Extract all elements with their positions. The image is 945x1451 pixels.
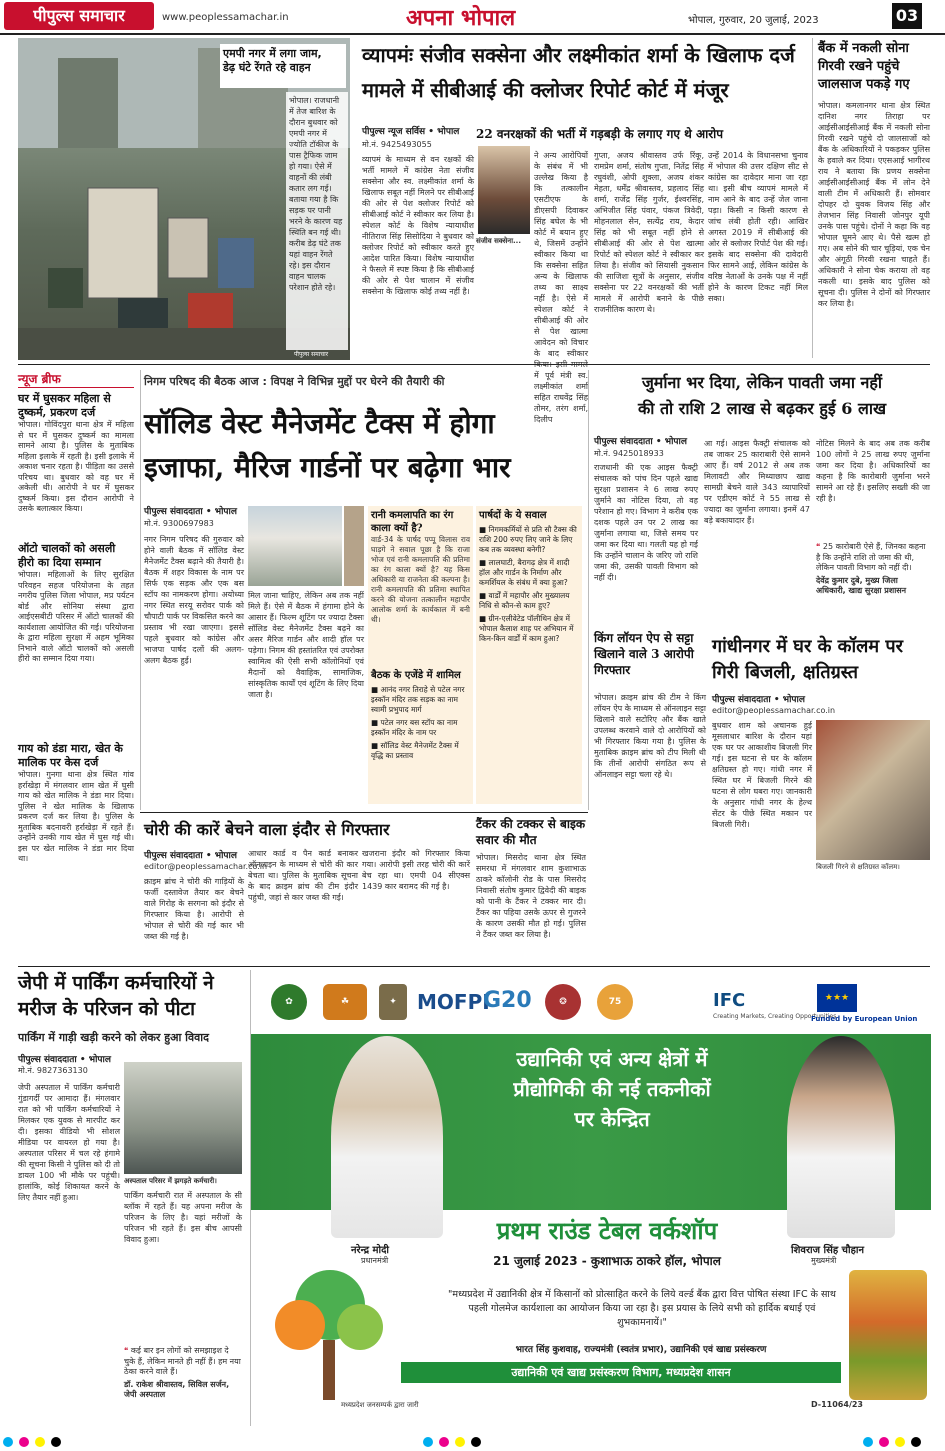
produce-illustration-icon	[849, 1270, 927, 1400]
kamlapati-question: रानी कमलापति का रंग काला क्यों है?	[371, 510, 454, 534]
fine-headline	[594, 370, 930, 422]
cyan-dot-icon	[423, 1437, 433, 1447]
jp-byline: पीपुल्स संवाददाता • भोपाल	[18, 1055, 111, 1065]
solid-photo-2	[344, 506, 364, 586]
pm-name: नरेन्द्र मोदी	[351, 1245, 389, 1256]
quote-icon: ❝	[816, 542, 821, 551]
question-item: ■ लालघाटी, बैरागढ़ क्षेत्र में शादी हॉल और गार्डन के निर्माण और कमर्शियल के संबंध में क्या हुआ?	[479, 558, 570, 587]
question-item: ■ निगमकर्मियों से प्रति सौ टैक्स की राशि 200 रुपए लिए जाने के लिए कब तक व्यवस्था बनेगी?	[479, 525, 577, 554]
gandhi-headline: गांधीनगर में घर के कॉलम पर गिरी बिजली, क्षतिग्रस्त	[712, 636, 903, 683]
row-rule-2	[140, 812, 588, 813]
gandhi-byline-name: पीपुल्स संवाददाता	[712, 695, 771, 705]
magenta-dot-icon	[879, 1437, 889, 1447]
black-dot-icon	[911, 1437, 921, 1447]
jp-quote	[124, 1346, 242, 1426]
dateline: भोपाल, गुरुवार, 20 जुलाई, 2023	[688, 15, 819, 26]
black-dot-icon	[471, 1437, 481, 1447]
jp-mobile: मो.नं. 9827363130	[18, 1066, 88, 1075]
pm-role: प्रधानमंत्री	[361, 1256, 389, 1265]
fruit-cluster-icon	[275, 1300, 325, 1350]
ad-headline-line1: उद्यानिकी एवं अन्य क्षेत्रों में	[516, 1047, 708, 1071]
eu-flag-icon: ★★★	[817, 984, 857, 1012]
gold-text: भोपाल। कमलानगर थाना क्षेत्र स्थित दानिश नगर तिराहा पर आईसीआईसीआई बैंक में नकली सोना गिरवी रखने पहुंचे दो जालसाजों को बैंक के अधिकारियों ने पकड़कर पुलिस के हवाले कर दिया। एएसआई भागीरथ राय ने बताया कि प्रणय सक्सेना आईसीआईसीआई बैंक में लोन देने वाली टीम में अधिकारी हैं। सोमवार दोपहर दो युवक विजय सिंह और तेजभान सिंह निवासी जोनपुर यूपी उनके पास पहुंचे। दोनों ने कहा कि वह भोपाल घूमने आए थे। पैसे खत्म हो गए। अब सोने की चार चूड़ियां, एक चेन और अंगूठी गिरवी रखना चाहते हैं। अधिकारी ने सोना चेक कराया तो वह नकली था। इसके बाद पुलिस को सूचना दी। पुलिस ने दोनों को गिरफ्तार कर लिया है।	[818, 101, 930, 308]
king-text: भोपाल। क्राइम ब्रांच की टीम ने किंग लॉयन ऐप के माध्यम से ऑनलाइन सट्टा खिलाने वाले सटोरिए और बैंक खाते उपलब्ध करवाने वाले दो आरोपियों को भी गिरफ्तार किया गया है। पुलिस के मुताबिक क्राइम ब्रांच को टीप मिली थी कि तीनों आरोपी संगठित रूप से ऑनलाइन सट्टा चला रहे थे।	[594, 693, 706, 779]
gandhi-photo	[816, 720, 930, 860]
jp-photo	[124, 1062, 242, 1174]
car-col1: क्राइम ब्रांच ने चोरी की गाड़ियों के फर्जी दस्तावेज तैयार कर बेचने वाले गिरोह के सरगना को इंदौर से गिरफ्तार किया है। आरोपी से भोपाल से चोरी की गई कार भी जब्त की गई है।	[144, 877, 244, 941]
vyapam-mobile: मो.नं. 9425493055	[362, 140, 432, 149]
gandhi-caption: बिजली गिरने से क्षतिग्रस्त कॉलम।	[816, 863, 900, 871]
solid-byline-place: भोपाल	[214, 507, 237, 517]
vyapam-col3: गुप्ता, अजय श्रीवास्तव उर्फ रिंकू, रामप्रेम शर्मा, संतोष गुप्ता, नितेंद्र सिंह रघुवंशी, ओपी शुक्ला, अजय शंकर मेहता, धर्मेंद्र श्रीवास्तव, प्रहलाद सिंह शर्मा, राजेंद्र सिंह गुर्जर, ईश्वरसिंह, अभिजीत सिंह पंवार, पंकज त्रिवेदी, मोहनलाल सेन, सत्येंद्र राय, केदार सिंह को भी सबूत नहीं होने से सीबीआई की ओर से पेश खात्मा रिपोर्ट को स्पेशल कोर्ट ने स्वीकार कर लिया है। संजीव को सियासी नुकसान की साजिशः सूत्रों के अनुसार, संजीव सक्सेना पर 22 वनरक्षकों की भर्ती मामले में आरोपी बनाने के पीछे राजनीतिक कारण थे।	[594, 151, 704, 314]
eu-funding-label: Funded by European Union	[811, 1015, 918, 1023]
solid-headline-line2: इजाफा, मैरिज गार्डनों पर बढ़ेगा भार	[144, 451, 511, 484]
ad-headline	[447, 1044, 777, 1134]
pmfme-logo-icon: ☘	[323, 984, 367, 1020]
registration-marks-center	[420, 1432, 484, 1451]
traffic-jam-photo	[18, 38, 350, 360]
solid-byline-name: पीपुल्स संवाददाता	[144, 507, 203, 517]
brief-text-1: भोपाल। गोविंदपुरा थाना क्षेत्र में महिला से घर में घुसकर दुष्कर्म का मामला सामने आया है। पुलिस के मुताबिक महिला इलाके में रहती है। इसी इलाके में अकाश चनार रहता है। पीड़िता का उससे परिचय था। बुधवार को वह घर में अकेली थी। आरोपी ने घर में घुसकर दुष्कर्म किया। इस दौरान आरोपी ने उसके बलात्कार किया।	[18, 420, 134, 513]
car-headline: चोरी की कारें बेचने वाला इंदौर से गिरफ्तार	[144, 820, 390, 839]
solid-kicker: निगम परिषद की बैठक आज : विपक्ष ने विभिन्न मुद्दों पर घेरने की तैयारी की	[144, 375, 445, 388]
car-byline-name: पीपुल्स संवाददाता	[144, 851, 203, 861]
solid-sidebar-box	[368, 506, 473, 804]
brief-text-3: भोपाल। गुनगा थाना क्षेत्र स्थित गांव हर्राखेड़ा में मंगलवार शाम खेत में घुसी गाय को खेत मालिक ने डंडा मार दिया। पुलिस ने खेत मालिक के खिलाफ प्रकरण दर्ज कर लिया है। पुलिस के मुताबिक बदनावरी हर्राखेड़ा में रहते हैं। उन्होंने उनकी गाय खेत में घुस गई थी। इस पर खेत मालिक ने डंडा मार दिया था।	[18, 770, 134, 863]
tanker-headline: टैंकर की टक्कर से बाइक सवार की मौत	[476, 817, 586, 847]
ad-footer: मध्यप्रदेश जनसम्पर्क द्वारा जारी	[341, 1401, 419, 1409]
fine-byline-name: पीपुल्स संवाददाता	[594, 437, 653, 447]
jam-kicker: एमपी नगर में लगा जाम,	[223, 47, 322, 60]
car-byline-place: भोपाल	[214, 851, 237, 861]
mofpi-logo: MOFPI	[417, 990, 490, 1014]
row-rule-3	[18, 966, 930, 967]
car-email[interactable]: editor@peoplessamachar.co.in	[144, 862, 268, 871]
solid-col1: नगर निगम परिषद की गुरुवार को होने वाली बैठक में सॉलिड वेस्ट मैनेजमेंट टैक्स बढ़ाने की तैयारी है। बैठक में शहर विकास के नाम पर सिर्फ एक सड़क और एक बस स्टॉप का नामकरण होगा। अयोध्या नगर स्थित सरयू सरोवर पार्क को चौपाटी पार्क पर विकसित करने का प्रस्ताव भी रखा जाएगा। इससे पहले बुधवार को कांग्रेस और भाजपा पार्षद दलों की अलग-अलग बैठक हुई।	[144, 535, 244, 665]
paper-url[interactable]: www.peoplessamachar.in	[162, 12, 289, 23]
vyapam-headline: व्यापमंः संजीव सक्सेना और लक्ष्मीकांत शर्मा के खिलाफ दर्ज मामले में सीबीआई की क्लोजर रिपोर्ट कोर्ट में मंजूर	[362, 43, 795, 102]
jam-title: डेढ़ घंटे रेंगते रहे वाहन	[223, 61, 311, 74]
agenda-item: ■ पटेल नगर बस स्टॉप का नाम इस्कॉन मंदिर के नाम पर	[371, 718, 458, 737]
yellow-dot-icon	[35, 1437, 45, 1447]
vyapam-subhead: 22 वनरक्षकों की भर्ती में गड़बड़ी के लगाए गए थे आरोप	[476, 127, 724, 141]
yellow-dot-icon	[895, 1437, 905, 1447]
king-headline: किंग लॉयन ऐप से सट्टा खिलाने वाले 3 आरोपी गिरफ्तार	[594, 631, 694, 677]
yellow-dot-icon	[455, 1437, 465, 1447]
cm-role: मुख्यमंत्री	[811, 1256, 837, 1265]
fine-byline-place: भोपाल	[664, 437, 687, 447]
question-item: ■ ग्रीन-एलीवेटेड पॉलीथिन क्षेत्र में भोपाल कैलाश शाह पर अभियान में किन-किन वार्डों में काम हुआ?	[479, 614, 574, 643]
paper-logo: पीपुल्स समाचार	[4, 2, 154, 30]
leaf-cluster-icon	[337, 1304, 383, 1350]
questions-title: पार्षदों के ये सवाल	[479, 510, 547, 521]
cyan-dot-icon	[3, 1437, 13, 1447]
tanker-text: भोपाल। मिसरोद थाना क्षेत्र स्थित समरधा में मंगलवार शाम कुशाभाऊ ठाकरे कॉलोनी रोड के पास मिसरोद निवासी संतोष कुमार द्विवेदी की बाइक को पानी के टैंकर ने टक्कर मार दी। टैंकर का पहिया उसके ऊपर से गुजरने के कारण उसकी मौत हो गई। पुलिस ने टैंकर जब्त कर लिया है।	[476, 853, 586, 939]
national-emblem-icon: ✦	[379, 984, 407, 1020]
cm-photo	[787, 1036, 895, 1238]
jp-caption: अस्पताल परिसर में झगड़ते कर्मचारी।	[124, 1177, 217, 1185]
jp-byline-place: भोपाल	[88, 1055, 111, 1065]
jp-byline-name: पीपुल्स संवाददाता	[18, 1055, 77, 1065]
black-dot-icon	[51, 1437, 61, 1447]
jam-headline	[220, 44, 346, 88]
jp-subhead: पार्किंग में गाड़ी खड़ी करने को लेकर हुआ विवाद	[18, 1031, 209, 1044]
gold-headline: बैंक में नकली सोना गिरवी रखने पहुंचे जालसाज पकड़े गए	[818, 41, 910, 92]
column-rule	[812, 38, 813, 358]
question-item: ■ वार्डों में महापौर और मुख्यालय निधि से कौन-से काम हुए?	[479, 591, 570, 610]
solid-photo-1	[248, 506, 342, 586]
jp-quote-by: डॉ. राकेश श्रीवास्तव, सिविल सर्जन, जेपी अस्पताल	[124, 1379, 230, 1399]
workshop-title: प्रथम राउंड टेबल वर्कशॉप	[496, 1216, 718, 1245]
questions-list	[479, 525, 579, 644]
vyapam-col2: ने अन्य आरोपियों के संबंध में भी उल्लेख किया है कि तत्कालीन एसटीएफ के डीएसपी दिवाकर सिंह बघेल के भी कोर्ट में बयान हुए थे, जिसमें उन्होंने स्वीकार किया था कि सक्सेना सहित अन्य के खिलाफ तथ्य का साक्ष्य नहीं है। ऐसे में स्पेशल कोर्ट ने सीबीआई की ओर से पेश खात्मा आवेदन को विचार के बाद स्वीकार में पूर्व मंत्री स्व. लक्ष्मीकांत शर्मा सहित राघवेंद्र सिंह तोमर, तरंग शर्मा, दिलीप	[534, 151, 588, 424]
g20-logo: G20	[483, 988, 532, 1013]
vyapam-byline-name: पीपुल्स न्यूज सर्विस	[362, 127, 426, 137]
mp-emblem-icon: ✿	[271, 984, 307, 1020]
brief-headline-1: घर में घुसकर महिला से दुष्कर्म, प्रकरण दर्ज	[18, 392, 111, 419]
gandhi-email[interactable]: editor@peoplessamachar.co.in	[712, 706, 836, 715]
news-brief-column	[18, 370, 134, 964]
solid-byline: पीपुल्स संवाददाता • भोपाल	[144, 507, 237, 517]
fine-headline-line1: जुर्माना भर दिया, लेकिन पावती जमा नहीं	[641, 373, 883, 392]
agenda-item: ■ आनंद नगर तिराहे से पटेल नगर इस्कॉन मंदिर तक सड़क का नाम स्वामी प्रभुपाद मार्ग	[371, 685, 465, 714]
quote-icon: ❝	[124, 1346, 129, 1355]
fine-headline-line2: की तो राशि 2 लाख से बढ़कर हुई 6 लाख	[637, 399, 887, 418]
cm-name: शिवराज सिंह चौहान	[791, 1245, 865, 1256]
masthead-rule	[0, 33, 945, 35]
solid-headline	[144, 402, 584, 490]
vyapam-byline-place: भोपाल	[437, 127, 460, 137]
minister-line: भारत सिंह कुशवाह, राज्यमंत्री (स्वतंत्र प्रभार), उद्यानिकी एवं खाद्य प्रसंस्करण	[515, 1345, 767, 1355]
fine-quote	[816, 542, 930, 626]
cyan-dot-icon	[863, 1437, 873, 1447]
fine-col1: राजधानी की एक आइस फैक्ट्री संचालक को पांच दिन पहले खाद्य सुरक्षा प्रशासन ने 6 लाख रुपए जुर्माने का नोटिस दिया, तो वह परेशान हो गए। विभाग ने करीब एक दशक पहले उन पर 2 लाख का जुर्माना लगाया था, जिसे समय पर जमा कर दिया था। गलती यह हो गई कि उन्होंने चालान के जरिए जो राशि जमा की, उसकी पावती विभाग को नहीं दी।	[594, 463, 698, 582]
jp-col2: पार्किंग कर्मचारी रात में अस्पताल के सी ब्लॉक में रहते हैं। यह अपना मरीज के परिजन के लिए है। यहां मरीजों के परिजन भी रहते हैं। इस बीच आपसी विवाद हुआ।	[124, 1191, 242, 1244]
fine-quote-text: 25 कारोबारी ऐसे हैं, जिनका कहना है कि उन्होंने राशि तो जमा की थी, लेकिन पावती विभाग को नहीं दी।	[816, 542, 926, 572]
brief-headline-3: गाय को डंडा मारा, खेत के मालिक पर केस दर्ज	[18, 742, 123, 769]
mp-govt-seal-icon: ❂	[545, 984, 581, 1020]
solid-col2: मिल जाना चाहिए, लेकिन अब तक नहीं मिले हैं। ऐसे में बैठक में हंगामा होने के आसार हैं। फिल्म शूटिंग पर ज्यादा टैक्सः सॉलिड वेस्ट मैनेजमेंट टैक्स बढ़ने का असर मैरिज गार्डन और शादी हॉल पर पड़ेगा। निगम की हस्तांतरित एवं उपरोक्त स्वामित्व की ऐसी सभी कॉलोनियों एवं मैदानों को वैवाहिक, सामाजिक, सांस्कृतिक कार्यों एवं शूटिंग के लिए दिया जाता है।	[248, 591, 364, 699]
page-number: 03	[892, 3, 922, 29]
brief-headline-2: ऑटो चालकों को असली हीरो का दिया सम्मान	[18, 542, 116, 569]
fine-quote-by: देवेंद्र कुमार दुबे, मुख्य जिला अधिकारी, खाद्य सुरक्षा प्रशासन	[816, 575, 907, 595]
gandhi-text: बुधवार शाम को अचानक हुई मूसलाधार बारिश के दौरान यहां एक घर पर आकाशीय बिजली गिर गई। इस घटना से घर के कॉलम क्षतिग्रस्त हो गए। गांधी नगर में स्थित घर में बिजली गिरने की घटना से लोग घबरा गए। जानकारी के अनुसार गांधी नगर के हेल्थ सेंटर के पीछे स्थित मकान पर बिजली गिरी।	[712, 721, 812, 829]
gandhi-byline: पीपुल्स संवाददाता • भोपाल	[712, 695, 805, 705]
sanjeev-caption: संजीव सक्सेना...	[476, 237, 521, 245]
solid-mobile: मो.नं. 9300697983	[144, 519, 214, 528]
masthead	[0, 0, 945, 34]
brief-text-2: भोपाल। महिलाओं के लिए सुरक्षित परिवहन सहज परियोजना के तहत नगरीय पुलिस जिला भोपाल, मप्र पर्यटन बोर्ड और सोनिया संस्था द्वारा आईएसबीटी परिसर में ऑटो चालकों की कार्यशाला आयोजित की गई। परियोजना के द्वारा महिला सुरक्षा में अहम भूमिका निभाने वाले ऑटो चालकों को असली हीरो का सम्मान दिया गया।	[18, 570, 134, 663]
jam-text: भोपाल। राजधानी में तेज बारिश के दौरान बुधवार को एमपी नगर में ज्योति टॉकीज के पास ट्रैफिक जाम हो गया। ऐसे में वाहनों की लंबी कतार लग गई। बताया गया है कि सड़क पर पानी भरने के कारण यह स्थिति बन गई थी। करीब डेढ़ घंटे तक यहां वाहन रेंगते रहे। इस दौरान वाहन चालक परेशान होते रहे।	[286, 92, 348, 350]
kamlapati-text: वार्ड-34 के पार्षद पप्पू विलास राव घाड़गे ने सवाल पूछा है कि राजा भोज एवं रानी कमलापति की प्रतिमा का रंग काला क्यों है? यह किस अधिकारी या राजनेता की कल्पना है। रानी कमलापति की प्रतिमा स्थापित करने की योजना तत्कालीन महापौर आलोक शर्मा के कार्यकाल में बनी थी।	[371, 535, 470, 624]
agenda-title: बैठक के एजेंडे में शामिल	[371, 670, 461, 681]
azadi-logo-icon: 75	[597, 984, 633, 1020]
agenda-item: ■ सॉलिड वेस्ट मैनेजमेंट टैक्स में वृद्धि का प्रस्ताव	[371, 741, 459, 760]
car-col2: आधार कार्ड व पैन कार्ड बनाकर ऑनलाइन के माध्यम से चोरी की कार बेचता था। पुलिस के मुताबिक सूचना के बाद क्राइम ब्रांच की टीम इंदौर पहुंची, जहां से कार जब्त की गई।	[248, 849, 358, 902]
fine-col2: आ गई। आइस फैक्ट्री संचालक को तब जाकर 25 काराबारी ऐसे सामने आए हैं। वर्ष 2012 से अब तक मिलावटी और मिथ्याछाप खाद्य सामग्री बेचने वाले 343 व्यापारियों पर एडीएम कोर्ट ने 55 लाख से ज्यादा का जुर्माना लगाया। इनमें 47 बड़े बकायादार हैं।	[704, 439, 810, 525]
row-rule-1	[18, 364, 930, 365]
gandhi-byline-place: भोपाल	[782, 695, 805, 705]
pm-photo	[331, 1036, 443, 1238]
magenta-dot-icon	[439, 1437, 449, 1447]
news-brief-label: न्यूज ब्रीफ	[18, 370, 134, 388]
ad-message: "मध्यप्रदेश में उद्यानिकी क्षेत्र में किसानों को प्रोत्साहित करने के लिये वर्ल्ड बैंक द्वारा वित्त पोषित संस्था IFC के साथ पहली गोलमेज कार्यशाला का आयोजन किया जा रहा है। इस प्रयास के लिये सभी को हार्दिक बधाई एवं शुभकामनायें।"	[448, 1289, 836, 1328]
fine-mobile: मो.नं. 9425018933	[594, 449, 664, 458]
solid-headline-line1: सॉलिड वेस्ट मैनेजमेंट टैक्स में होगा	[144, 407, 495, 440]
ifc-logo: IFC	[713, 990, 746, 1011]
column-rule	[588, 370, 589, 810]
jp-col1: जेपी अस्पताल में पार्किंग कर्मचारी गुंडागर्दी पर आमादा हैं। मंगलवार रात को भी पार्किंग कर्मचारियों ने मिलकर एक युवक से मारपीट कर दी। इसका वीडियो भी सोशल मीडिया पर वायरल हो गया है। अस्पताल परिसर में चल रहे हंगामे की सूचना किसी ने पुलिस को दी तो डायल 100 भी मौके पर पहुंची। हालांकि, कोई शिकायत करने के लिए तैयार नहीं हुआ।	[18, 1083, 120, 1202]
tree-trunk-icon	[323, 1340, 335, 1400]
car-col3: खजराना इंदौर को गिरफ्तार किया गया। आरोपी इसी तरह चोरी की कारें बेच रहा था। एमपी 04 सीएक्स 1439 कार बरामद की गई है।	[362, 849, 470, 891]
column-rule	[140, 370, 141, 810]
jp-quote-text: कई बार इन लोगों को समझाइश दे चुके हैं, लेकिन मानते ही नहीं हैं। हम नया ठेका करने वाले हैं।	[124, 1346, 241, 1376]
magenta-dot-icon	[19, 1437, 29, 1447]
department-line: उद्यानिकी एवं खाद्य प्रसंस्करण विभाग, मध्यप्रदेश शासन	[401, 1362, 841, 1383]
vyapam-col4: उन्हें 2014 के विधानसभा चुनाव में भोपाल की उत्तर दक्षिण सीट से कांग्रेस का दावेदार माना जा रहा था। इसी बीच व्यापमं मामले में नाम आने के बाद उन्हें जेल जाना पड़ा। किसी न किसी कारण से जांच लंबी होती रही। आखिर अगस्त 2019 में सीबीआई की ओर से क्लोजर रिपोर्ट पेश की गई। इसके बाद सक्सेना की दावेदारी फिर सामने आई, लेकिन कांग्रेस के वरिष्ठ नेताओं के उनके पक्ष में नहीं होने के कारण टिकट नहीं मिल सका।	[708, 151, 808, 303]
ad-code: D-11064/23	[811, 1400, 863, 1409]
tree-illustration	[265, 1270, 395, 1420]
ad-headline-line2: प्रौद्योगिकी की नई तकनीकों	[513, 1077, 711, 1101]
jam-credit: पीपुल्स समाचार	[294, 351, 329, 358]
vyapam-col1: व्यापमं के माध्यम से वन रक्षकों की भर्ती मामले में कांग्रेस नेता संजीव सक्सेना और स्व. लक्ष्मीकांत शर्मा के खिलाफ सबूत नहीं मिलने पर सीबीआई की ओर से पेश क्लोजर रिपोर्ट को सीबीआई कोर्ट ने स्वीकार कर लिया है। स्पेशल कोर्ट के विशेष न्यायाधीश नीतिराज सिंह सिसोदिया ने बुधवार को क्लोजर रिपोर्ट को स्वीकार करते हुए आदेश पारित किया। विशेष न्यायाधीश ने फैसले में स्पष्ट किया है कि सीबीआई की ओर से पेश चालान में संजीव सक्सेना के खिलाफ कोई तथ्य नहीं है।	[362, 155, 474, 296]
fine-col3: नोटिस मिलने के बाद अब तक करीब 100 लोगों ने 25 लाख रुपए जुर्माना जमा कर दिया है। अधिकारियों का कहना है कि कारोबारी जुर्माना भरने सामने आ रहे हैं। इसलिए सख्ती की जा रही है।	[816, 439, 930, 503]
questions-box	[476, 506, 582, 804]
ad-headline-line3: पर केन्द्रित	[574, 1107, 650, 1131]
vyapam-byline: पीपुल्स न्यूज सर्विस • भोपाल	[362, 127, 460, 137]
section-title: अपना भोपाल	[406, 5, 516, 31]
registration-marks-left	[0, 1432, 64, 1451]
car-byline: पीपुल्स संवाददाता • भोपाल	[144, 851, 237, 861]
agenda-list	[371, 685, 470, 761]
registration-marks-right	[860, 1432, 924, 1451]
advertisement	[250, 970, 930, 1426]
jp-headline: जेपी में पार्किंग कर्मचारियों ने मरीज के परिजन को पीटा	[18, 972, 214, 1020]
workshop-date: 21 जुलाई 2023 - कुशाभाऊ ठाकरे हॉल, भोपाल	[493, 1254, 721, 1268]
fine-byline: पीपुल्स संवाददाता • भोपाल	[594, 437, 687, 447]
ifc-tagline: Creating Markets, Creating Opportunities	[713, 1013, 837, 1020]
